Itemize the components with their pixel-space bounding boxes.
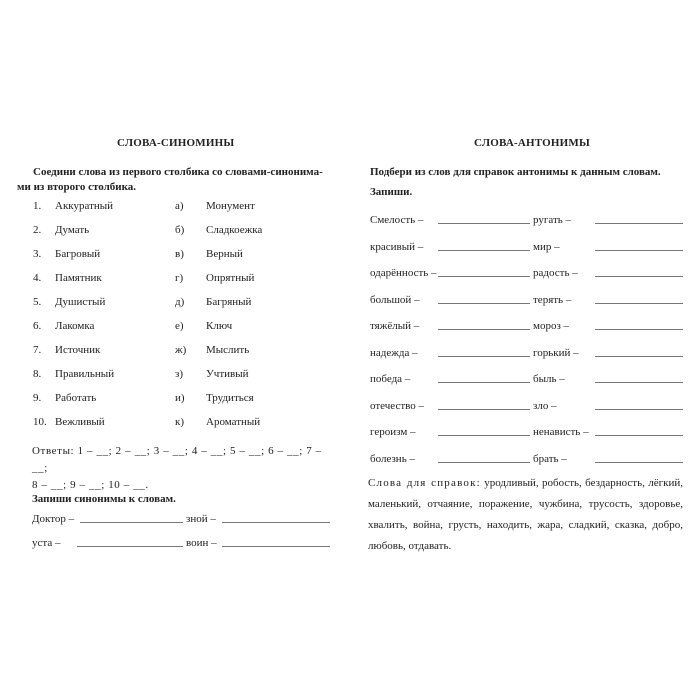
pair-number: 1. — [33, 200, 42, 212]
answer-line[interactable] — [438, 276, 530, 277]
antonym-word-right: терять – — [533, 293, 572, 306]
pair-word: Работать — [55, 392, 97, 404]
antonym-word-right: брать – — [533, 452, 567, 465]
syn-word-lips: уста – — [32, 537, 61, 549]
antonym-word-right: зло – — [533, 399, 557, 412]
antonym-word-right: мир – — [533, 240, 560, 253]
reference-words-block — [368, 473, 683, 557]
pair-letter: з) — [175, 368, 184, 380]
pair-synonym: Верный — [206, 248, 243, 260]
pair-letter: в) — [175, 248, 184, 260]
syn-word-warrior: воин – — [186, 537, 217, 549]
pair-letter: е) — [175, 320, 184, 332]
answer-line[interactable] — [595, 223, 683, 224]
antonym-word-left: красивый – — [370, 240, 424, 253]
pair-word: Душистый — [55, 296, 106, 308]
answer-line[interactable] — [438, 382, 530, 383]
answer-line[interactable] — [77, 546, 183, 547]
syn-word-heat: зной – — [186, 513, 216, 525]
answers-line1: Ответы: 1 – __; 2 – __; 3 – __; 4 – __; 5 – __; 6 – __; 7 – __; — [32, 445, 322, 474]
write-synonyms-task: Запиши синонимы к словам. — [32, 493, 176, 505]
answer-line[interactable] — [595, 250, 683, 251]
pair-number: 3. — [33, 248, 42, 260]
pair-word: Источник — [55, 344, 101, 356]
pair-letter: а) — [175, 200, 184, 212]
pair-synonym: Трудиться — [206, 392, 254, 404]
antonym-word-left: большой – — [370, 293, 420, 306]
answer-line[interactable] — [595, 435, 683, 436]
pair-word: Багровый — [55, 248, 101, 260]
answer-line[interactable] — [222, 522, 330, 523]
pair-number: 5. — [33, 296, 42, 308]
answer-line[interactable] — [438, 409, 530, 410]
antonyms-instruction-line2: Запиши. — [370, 186, 413, 198]
answer-line[interactable] — [438, 223, 530, 224]
pair-letter: к) — [175, 416, 185, 428]
answer-line[interactable] — [595, 276, 683, 277]
antonym-word-left: одарённость – — [370, 267, 437, 279]
answer-line[interactable] — [438, 303, 530, 304]
answer-line[interactable] — [595, 409, 683, 410]
pair-synonym: Ключ — [206, 320, 233, 332]
answers-block — [32, 443, 337, 494]
antonym-word-left: тяжёлый – — [370, 320, 420, 332]
pair-synonym: Учтивый — [206, 368, 249, 380]
pair-letter: и) — [175, 392, 185, 404]
reference-text: уродливый, робость, бездарность, лёгкий, маленький, отчаяние, поражение, чужбина, трусость, здоровье, хвалить, война, грусть, находить, жара, сладкий, сказка, добро, любовь, отдавать. — [368, 477, 683, 552]
pair-synonym: Сладкоежка — [206, 224, 263, 236]
answer-line[interactable] — [438, 250, 530, 251]
answer-line[interactable] — [438, 462, 530, 463]
pair-word: Памятник — [55, 272, 102, 284]
antonyms-title: СЛОВА-АНТОНИМЫ — [474, 137, 591, 149]
pair-synonym: Ароматный — [206, 416, 261, 428]
synonyms-instruction-line2: ми из второго столбика. — [17, 181, 137, 193]
pair-number: 6. — [33, 320, 42, 332]
antonym-word-left: отечество – — [370, 399, 425, 412]
pair-number: 8. — [33, 368, 42, 380]
antonym-word-right: радость – — [533, 267, 578, 279]
pair-synonym: Багряный — [206, 296, 252, 308]
antonym-word-right: мороз – — [533, 320, 570, 332]
antonym-word-left: Смелость – — [370, 214, 424, 226]
pair-number: 10. — [33, 416, 47, 428]
pair-synonym: Мыслить — [206, 344, 250, 356]
antonym-word-left: победа – — [370, 373, 411, 385]
answer-line[interactable] — [438, 435, 530, 436]
pair-word: Правильный — [55, 368, 115, 380]
pair-word: Лакомка — [55, 320, 95, 332]
pair-number: 2. — [33, 224, 42, 236]
answer-line[interactable] — [595, 303, 683, 304]
answer-line[interactable] — [80, 522, 183, 523]
answer-line[interactable] — [595, 462, 683, 463]
pair-letter: ж) — [175, 344, 187, 356]
synonyms-instruction-line1: Соедини слова из первого столбика со словами-синонима- — [33, 166, 323, 178]
antonym-word-left: надежда – — [370, 346, 418, 359]
pair-number: 7. — [33, 344, 42, 356]
pair-number: 4. — [33, 272, 42, 284]
pair-word: Думать — [55, 224, 90, 236]
antonym-word-left: героизм – — [370, 426, 416, 438]
answer-line[interactable] — [595, 329, 683, 330]
pair-letter: б) — [175, 224, 185, 236]
pair-synonym: Опрятный — [206, 272, 255, 284]
antonym-word-right: горький – — [533, 346, 579, 359]
answer-line[interactable] — [595, 356, 683, 357]
antonym-word-right: ругать – — [533, 214, 572, 226]
antonym-word-right: ненависть – — [533, 426, 589, 438]
answer-line[interactable] — [438, 329, 530, 330]
reference-label: Слова для справок: — [368, 477, 481, 489]
antonym-word-left: болезнь – — [370, 452, 415, 465]
answer-line[interactable] — [438, 356, 530, 357]
answer-line[interactable] — [595, 382, 683, 383]
antonym-word-right: быль – — [533, 373, 565, 385]
pair-letter: д) — [175, 296, 185, 308]
antonyms-instruction-line1: Подбери из слов для справок антонимы к данным словам. — [370, 166, 661, 178]
pair-synonym: Монумент — [206, 200, 255, 212]
pair-word: Аккуратный — [55, 200, 114, 212]
answers-line2: 8 – __; 9 – __; 10 – __. — [32, 479, 149, 491]
pair-word: Вежливый — [55, 416, 105, 428]
pair-letter: г) — [175, 272, 184, 284]
answer-line[interactable] — [222, 546, 330, 547]
pair-number: 9. — [33, 392, 42, 404]
right-page — [350, 0, 700, 700]
syn-word-doctor: Доктор – — [32, 513, 75, 525]
synonyms-title: СЛОВА-СИНОМИНЫ — [117, 137, 235, 149]
